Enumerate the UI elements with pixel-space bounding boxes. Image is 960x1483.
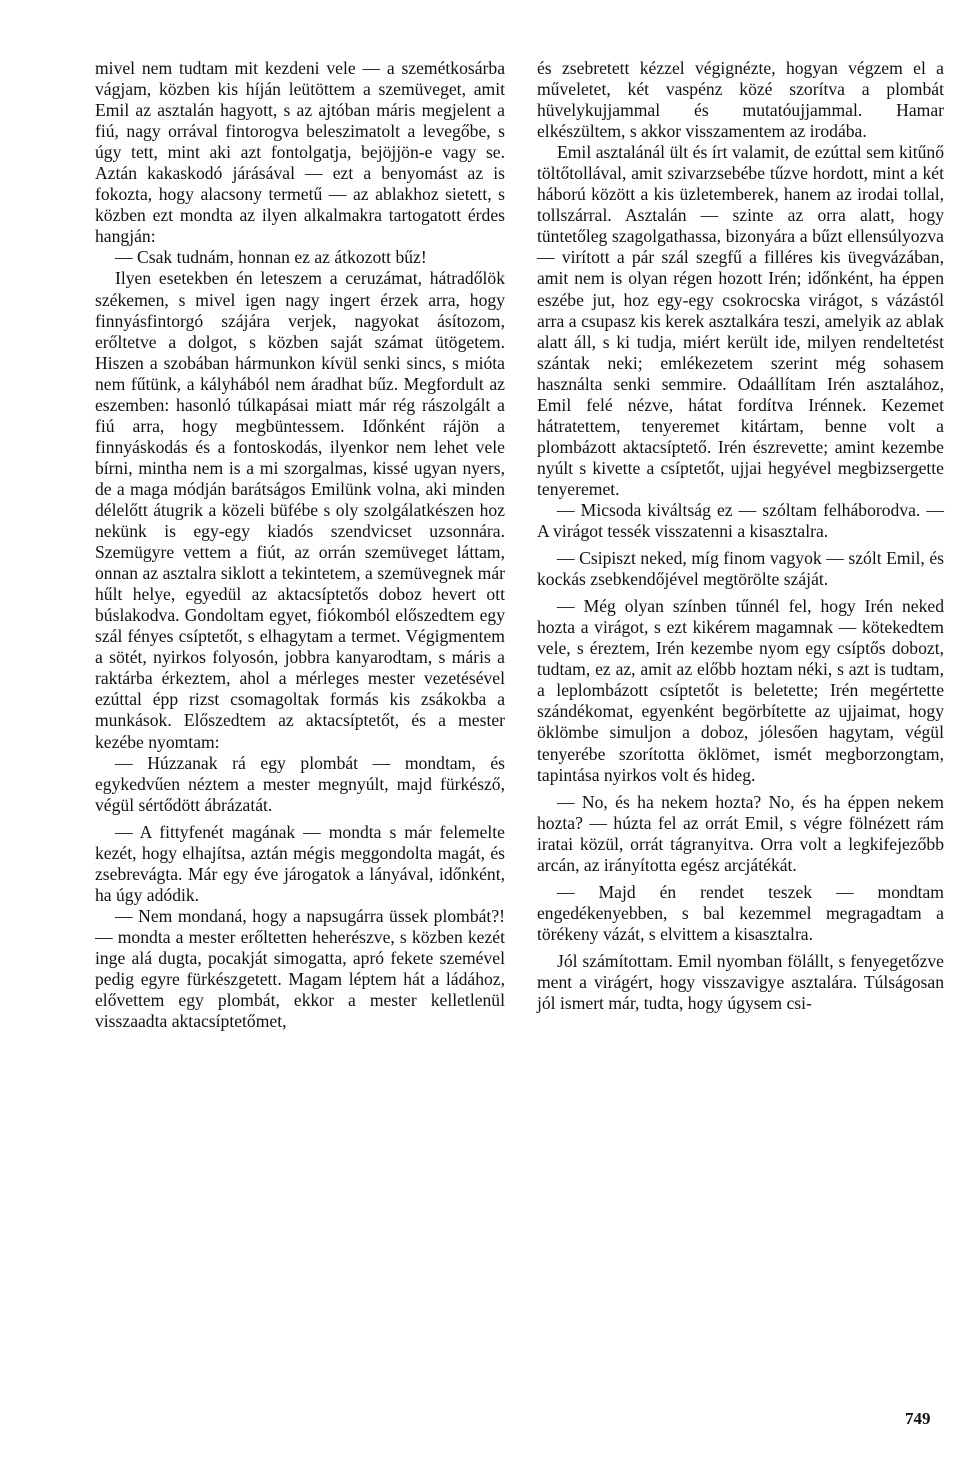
paragraph: és zsebretett kézzel végignézte, hogyan végzem el a műveletet, két vaspénz közé szorítva a plombát hüvelykujjammal és mutatóujjammal. Hamar elkészültem, s akkor visszamentem az irodába. bbox=[537, 58, 944, 142]
paragraph: Ilyen esetekben én leteszem a ceruzámat, hátradőlök székemen, s mivel igen nagy ingert érzek arra, hogy finnyásfintorgó szájára verjek, nagyokat ásítozom, erőltetve a dolgot, s közben saját számat ütögetem. Hiszen a szobában hármunkon kívül senki sincs, s mióta nem fűtünk, a kályhából nem áradhat bűz. Megfordult az eszemben: hasonló túlkapásai miatt már rég rászolgált a fiú arra, hogy megbüntessem. Időnként rájön a finnyáskodás és a fontoskodás, ilyenkor nem lehet vele bírni, mintha nem is a mi szorgalmas, kissé ugyan nyers, de a maga módján barátságos Emilünk volna, aki minden délelőtt átugrik a közeli büfébe s oly szolgálatkészen hoz nekünk is egy-egy kiadós szendvicset uzsonnára. Szemügyre vettem a fiút, az orrán szemüveget láttam, onnan az asztalra siklott a tekintetem, a szemüvegnek már hűlt helye, egyedül az aktacsíptetős doboz hevert ott búslakodva. Gondoltam egyet, fiókomból előszedtem egy szál fényes csíptetőt, s elhagytam a termet. Végigmentem a sötét, nyirkos folyosón, jobbra kanyarodtam, s máris a raktárba érkeztem, ahol a mérleges mester vezetésével ezúttal épp rizst csomagoltak formás kis zsákokba a munkások. Előszedtem az aktacsíptetőt, és a mester kezébe nyomtam: bbox=[95, 268, 505, 752]
paragraph: — Micsoda kiváltság ez — szóltam felháborodva. — A virágot tessék visszatenni a kisasztalra. bbox=[537, 499, 944, 542]
paragraph: — Csak tudnám, honnan ez az átkozott bűz! bbox=[115, 247, 427, 268]
paragraph: Jól számítottam. Emil nyomban fölállt, s fenyegetőzve ment a virágért, hogy visszavigye asztalára. Túlságosan jól ismert már, tudta, hogy úgysem csi- bbox=[537, 950, 944, 1014]
paragraph: — Majd én rendet teszek — mondtam engedékenyebben, s bal kezemmel megragadtam a törékeny vázát, s elvittem a kisasztalra. bbox=[537, 881, 944, 944]
paragraph: — Csipiszt neked, míg finom vagyok — szólt Emil, és kockás zsebkendőjével megtörölte száját. bbox=[537, 548, 944, 590]
text-column-left bbox=[95, 58, 505, 1032]
paragraph: — Még olyan színben tűnnél fel, hogy Irén neked hozta a virágot, s ezt kikérem magamnak — kötekedtem vele, s éreztem, Irén kezembe nyom egy csíptős dobozt, tudtam, ez az, amit az előbb hoztam néki, s azt is tudtam, a leplombázott csíptetőt is beletette; Irén megértette szándékomat, egyenként begörbítette az ujjaimat, hogy öklömbe simuljon a doboz, jólesően hagytam, végül tenyerébe szorította öklömet, ismét megborzongtam, tapintása nyirkos volt és hideg. bbox=[537, 596, 944, 785]
paragraph: mivel nem tudtam mit kezdeni vele — a szemétkosárba vágjam, közben kis híján leütöttem a szemüveget, amit Emil az asztalán hagyott, s az ajtóban máris megjelent a fiú, nagy orrával fintorogva beleszimatolt a levegőbe, s úgy tett, mint aki azt fontolgatja, bejöjjön-e vagy se. Aztán kakaskodó járásával — ezt a benyomást az is fokozta, hogy alacsony termetű — az ablakhoz sietett, s közben ezt mondta az ilyen alkalmakra tartogatott érdes hangján: bbox=[95, 58, 505, 247]
paragraph: — Nem mondaná, hogy a napsugárra üssek plombát?! — mondta a mester erőltetten heherészve, s közben kezét inge alá dugta, pocakját simogatta, apró fekete szemével pedig egyre fürkészgetett. Magam léptem hát a ládához, elővettem egy plombát, ekkor a mester kelletlenül visszaadta aktacsíptetőmet, bbox=[95, 905, 505, 1032]
page-number: 749 bbox=[905, 1409, 931, 1428]
paragraph: Emil asztalánál ült és írt valamit, de ezúttal sem kitűnő töltőtollával, amit szivarzsebébe tűzve hordott, mint a két háború között a kis üzletemberek, hanem az irodai tollal, tollszárral. Asztalán — szinte az orra alatt, hogy tüntetőleg szagolgathassa, bizonyára a bűzt ellensúlyozva — virított a pár szál szegfű a filléres kis üvegvázában, amit nem is olyan régen hozott Irén; időnként, ha éppen eszébe jut, hoz egy-egy csokrocska virágot, s vázástól arra a csupasz kis kerek asztalkára teszi, amelyik az ablak alatt áll, s ki tudja, miért került ide, milyen rendeltetést szántak neki; emlékezetem szerint még sohasem használta senki semmire. Odaállítam Irén asztalához, Emil felé nézve, hátat fordítva Irénnek. Kezemet hátratettem, tenyeremet kitártam, benne volt a plombázott aktacsíptető. Irén észrevette; amint kezembe nyúlt s kivette a csíptetőt, ujjai hegyével megbizsergette tenyeremet. bbox=[537, 142, 944, 499]
paragraph: — Húzzanak rá egy plombát — mondtam, és egykedvűen néztem a mester megnyúlt, majd fürkésző, végül sértődött ábrázatát. bbox=[95, 752, 505, 815]
paragraph: — No, és ha nekem hozta? No, és ha éppen nekem hozta? — húzta fel az orrát Emil, s végre fölnézett rám iratai közül, orrát tágranyitva. Orra volt a legkifejezőbb arcán, az irányította egész arcjátékát. bbox=[537, 791, 944, 875]
paragraph: — A fittyfenét magának — mondta s már felemelte kezét, hogy elhajítsa, aztán mégis meggondolta magát, és zsebrevágta. Már egy éve járogatok a lányával, időnként, ha úgy adódik. bbox=[95, 821, 505, 905]
text-column-right bbox=[537, 58, 944, 1014]
